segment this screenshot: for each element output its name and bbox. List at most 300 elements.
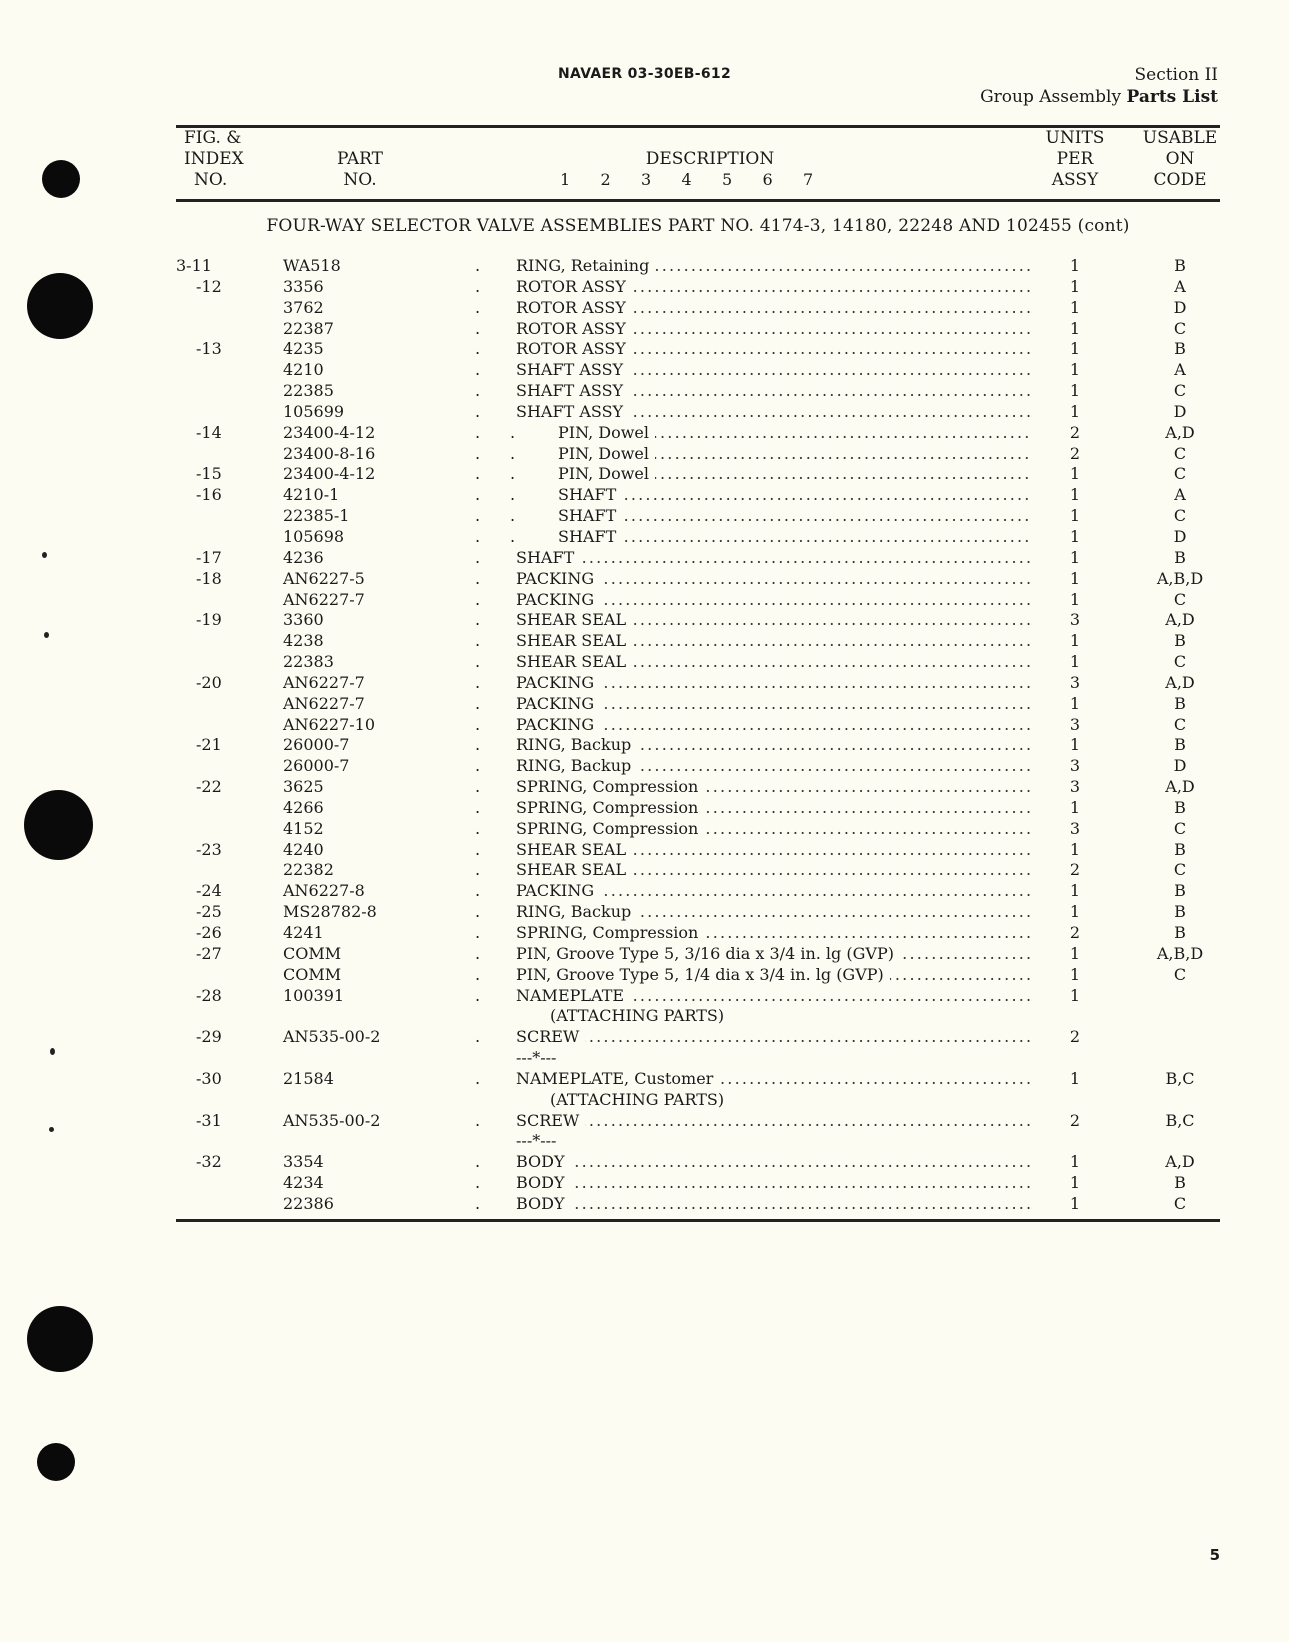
fig-index-cell: -30	[196, 1068, 222, 1088]
part-number-cell: 100391	[283, 985, 345, 1005]
units-per-assy-cell: 1	[1069, 464, 1081, 484]
fig-index-cell: -19	[196, 610, 222, 630]
usable-on-code-cell: C	[1173, 818, 1187, 838]
units-per-assy-cell: 1	[1069, 735, 1081, 755]
indent-dot: .	[475, 1027, 481, 1047]
description-cell: SHEAR SEAL .....	[516, 652, 1031, 672]
part-number-cell: 22385-1	[283, 506, 350, 526]
indent-dot: .	[475, 714, 481, 734]
usable-on-code-cell: D	[1173, 297, 1187, 317]
table-row	[0, 777, 1289, 798]
table-row	[0, 840, 1289, 861]
units-per-assy-cell: 3	[1069, 714, 1081, 734]
part-number-cell: AN6227-7	[283, 693, 365, 713]
indent-dot: .	[475, 631, 481, 651]
usable-on-code-cell: B	[1174, 923, 1186, 942]
table-row	[0, 1069, 1289, 1090]
table-row	[0, 860, 1289, 881]
table-row	[0, 1006, 1289, 1027]
fig-index-cell: -27	[196, 943, 222, 963]
indent-dot: .	[475, 464, 481, 484]
units-per-assy-cell: 1	[1069, 401, 1081, 421]
description-cell: SHEAR SEAL .....	[516, 610, 1031, 630]
indent-dot: .	[475, 443, 481, 463]
indent-dot: .	[475, 672, 481, 692]
description-cell: RING, Backup .....	[516, 735, 1031, 755]
usable-on-code-cell: A,B,D	[1156, 943, 1204, 963]
part-number-cell: 3625	[283, 777, 324, 797]
binder-hole	[27, 1306, 93, 1372]
part-number-cell: AN6227-7	[283, 672, 365, 692]
table-row	[0, 1048, 1289, 1069]
indent-dot: .	[475, 1152, 481, 1172]
table-row	[0, 715, 1289, 736]
usable-on-code-cell: A,D	[1165, 422, 1195, 442]
usable-on-code-cell: A,D	[1165, 777, 1195, 797]
description-cell: SHEAR SEAL .....	[516, 840, 1031, 860]
part-number-cell: 3354	[283, 1152, 324, 1172]
usable-on-code-cell: C	[1173, 506, 1187, 526]
indent-dot: .	[475, 860, 481, 880]
section-subtitle: Group Assembly Parts List	[980, 87, 1218, 107]
units-per-assy-cell: 1	[1069, 902, 1081, 922]
indent-dot: .	[475, 839, 481, 859]
part-number-cell: 23400-8-16	[283, 443, 376, 463]
units-per-assy-cell: 1	[1069, 964, 1081, 984]
table-row	[0, 1173, 1289, 1194]
units-per-assy-cell: 1	[1069, 256, 1081, 275]
usable-on-code-cell: B	[1174, 881, 1186, 901]
indent-dot: .	[475, 589, 481, 609]
usable-on-code-cell: C	[1173, 381, 1187, 401]
fig-index-cell: -15	[196, 464, 222, 484]
usable-on-code-cell: C	[1173, 714, 1187, 734]
parts-list-table	[0, 256, 1289, 1215]
description-cell: SHAFT .....	[558, 485, 1031, 505]
description-cell: SHEAR SEAL .....	[516, 631, 1031, 651]
part-number-cell: AN6227-7	[283, 589, 365, 609]
col-header-fig-index: FIG. & INDEX NO.	[184, 128, 244, 190]
indent-dot: .	[475, 318, 481, 338]
table-row	[0, 631, 1289, 652]
part-number-cell: 4236	[283, 547, 324, 567]
description-cell: ROTOR ASSY .....	[516, 277, 1031, 297]
usable-on-code-cell: B	[1174, 1173, 1186, 1193]
description-cell: PACKING .....	[516, 673, 1031, 693]
part-number-cell: 4152	[283, 818, 324, 838]
units-per-assy-cell: 1	[1069, 797, 1081, 817]
indent-dot: .	[475, 610, 481, 630]
units-per-assy-cell: 1	[1069, 881, 1081, 901]
description-cell: NAMEPLATE, Customer .....	[516, 1069, 1031, 1089]
usable-on-code-cell: D	[1173, 756, 1187, 776]
part-number-cell: 4266	[283, 797, 324, 817]
table-row	[0, 423, 1289, 444]
table-row	[0, 1090, 1289, 1111]
indent-dot: .	[510, 485, 516, 505]
table-row	[0, 527, 1289, 548]
table-row	[0, 673, 1289, 694]
usable-on-code-cell: B	[1174, 693, 1186, 713]
usable-on-code-cell: B,C	[1165, 1110, 1195, 1130]
indent-dot: .	[475, 422, 481, 442]
table-row	[0, 360, 1289, 381]
units-per-assy-cell: 1	[1069, 276, 1081, 296]
part-number-cell: 105699	[283, 401, 345, 421]
units-per-assy-cell: 1	[1069, 1068, 1081, 1088]
description-cell: PACKING .....	[516, 694, 1031, 714]
part-number-cell: 23400-4-12	[283, 464, 376, 484]
part-number-cell: 21584	[283, 1068, 334, 1088]
usable-on-code-cell: B	[1174, 339, 1186, 359]
description-cell: PIN, Dowel .....	[558, 464, 1031, 484]
fig-index-cell: -22	[196, 777, 222, 797]
part-number-cell: 4210	[283, 360, 324, 380]
units-per-assy-cell: 2	[1069, 923, 1081, 942]
part-number-cell: 3762	[283, 297, 324, 317]
usable-on-code-cell: B	[1174, 256, 1186, 275]
fig-index-cell: -28	[196, 985, 222, 1005]
usable-on-code-cell: D	[1173, 401, 1187, 421]
table-row	[0, 548, 1289, 569]
binder-hole	[37, 1443, 75, 1481]
part-number-cell: MS28782-8	[283, 902, 377, 922]
description-cell: RING, Retaining .....	[516, 256, 1031, 276]
units-per-assy-cell: 1	[1069, 360, 1081, 380]
units-per-assy-cell: 3	[1069, 756, 1081, 776]
units-per-assy-cell: 1	[1069, 485, 1081, 505]
assembly-title: FOUR-WAY SELECTOR VALVE ASSEMBLIES PART NO. 4174-3, 14180, 22248 AND 102455 (cont)	[266, 216, 1130, 236]
units-per-assy-cell: 1	[1069, 297, 1081, 317]
document-code: NAVAER 03-30EB-612	[558, 66, 731, 82]
usable-on-code-cell: A	[1174, 360, 1186, 380]
units-per-assy-cell: 3	[1069, 777, 1081, 797]
fig-index-cell: -23	[196, 839, 222, 859]
part-number-cell: 4235	[283, 339, 324, 359]
usable-on-code-cell: C	[1173, 443, 1187, 463]
indent-dot: .	[475, 1110, 481, 1130]
description-cell: SCREW .....	[516, 1111, 1031, 1131]
col-header-part-no: PART NO.	[337, 149, 383, 190]
table-row	[0, 819, 1289, 840]
attaching-parts-separator: ---*---	[516, 1048, 1031, 1068]
description-cell: SPRING, Compression .....	[516, 819, 1031, 839]
part-number-cell: 4234	[283, 1173, 324, 1193]
description-cell: RING, Backup .....	[516, 902, 1031, 922]
units-per-assy-cell: 1	[1069, 1173, 1081, 1193]
part-number-cell: 22386	[283, 1193, 334, 1213]
part-number-cell: 4241	[283, 923, 324, 942]
units-per-assy-cell: 1	[1069, 693, 1081, 713]
indent-dot: .	[475, 1068, 481, 1088]
indent-dot: .	[475, 547, 481, 567]
indent-dot: .	[510, 464, 516, 484]
indent-dot: .	[475, 985, 481, 1005]
description-cell: PIN, Groove Type 5, 3/16 dia x 3/4 in. lg (GVP) .....	[516, 944, 1031, 964]
indent-dot: .	[475, 485, 481, 505]
part-number-cell: 26000-7	[283, 756, 350, 776]
part-number-cell: AN6227-5	[283, 568, 365, 588]
part-number-cell: AN6227-8	[283, 881, 365, 901]
table-row	[0, 1152, 1289, 1173]
part-number-cell: 22387	[283, 318, 334, 338]
indent-dot: .	[475, 943, 481, 963]
indent-dot: .	[475, 881, 481, 901]
table-row	[0, 381, 1289, 402]
part-number-cell: COMM	[283, 964, 342, 984]
units-per-assy-cell: 1	[1069, 943, 1081, 963]
part-number-cell: COMM	[283, 943, 342, 963]
fig-index-cell: -21	[196, 735, 222, 755]
indent-dot: .	[475, 256, 481, 275]
units-per-assy-cell: 1	[1069, 568, 1081, 588]
table-row	[0, 610, 1289, 631]
fig-index-cell: -32	[196, 1152, 222, 1172]
units-per-assy-cell: 1	[1069, 506, 1081, 526]
units-per-assy-cell: 2	[1069, 422, 1081, 442]
description-cell: SHAFT ASSY .....	[516, 402, 1031, 422]
table-row	[0, 944, 1289, 965]
table-row	[0, 485, 1289, 506]
fig-index-cell: -14	[196, 422, 222, 442]
table-row	[0, 402, 1289, 423]
usable-on-code-cell: A,D	[1165, 610, 1195, 630]
description-cell: BODY .....	[516, 1173, 1031, 1193]
table-row	[0, 444, 1289, 465]
description-indent-levels: 1 2 3 4 5 6 7	[560, 170, 814, 189]
section-label: Section II	[1134, 65, 1218, 85]
units-per-assy-cell: 1	[1069, 631, 1081, 651]
usable-on-code-cell: C	[1173, 589, 1187, 609]
usable-on-code-cell: B	[1174, 839, 1186, 859]
col-header-description: DESCRIPTION	[645, 149, 775, 169]
usable-on-code-cell: A	[1174, 276, 1186, 296]
col-header-units-per-assy: UNITS PER ASSY	[1045, 128, 1105, 190]
indent-dot: .	[475, 339, 481, 359]
description-cell: NAMEPLATE .....	[516, 986, 1031, 1006]
fig-index-cell: 3-11	[176, 256, 212, 275]
fig-index-cell: -20	[196, 672, 222, 692]
table-row	[0, 464, 1289, 485]
description-cell: SHAFT ASSY .....	[516, 381, 1031, 401]
description-cell: SHAFT .....	[558, 527, 1031, 547]
table-row	[0, 1111, 1289, 1132]
description-cell: PIN, Dowel .....	[558, 444, 1031, 464]
part-number-cell: AN535-00-2	[283, 1027, 381, 1047]
table-row	[0, 986, 1289, 1007]
fig-index-cell: -13	[196, 339, 222, 359]
fig-index-cell: -26	[196, 923, 222, 942]
description-cell: PIN, Groove Type 5, 1/4 dia x 3/4 in. lg (GVP) .....	[516, 965, 1031, 985]
description-cell: SHAFT .....	[516, 548, 1031, 568]
part-number-cell: AN535-00-2	[283, 1110, 381, 1130]
table-row	[0, 694, 1289, 715]
units-per-assy-cell: 2	[1069, 860, 1081, 880]
part-number-cell: WA518	[283, 256, 341, 275]
description-cell: PACKING .....	[516, 881, 1031, 901]
units-per-assy-cell: 1	[1069, 1193, 1081, 1213]
table-row	[0, 735, 1289, 756]
units-per-assy-cell: 3	[1069, 672, 1081, 692]
table-row	[0, 277, 1289, 298]
table-row	[0, 506, 1289, 527]
description-cell: ROTOR ASSY .....	[516, 298, 1031, 318]
part-number-cell: 4238	[283, 631, 324, 651]
units-per-assy-cell: 1	[1069, 381, 1081, 401]
fig-index-cell: -24	[196, 881, 222, 901]
description-cell: RING, Backup .....	[516, 756, 1031, 776]
part-number-cell: AN6227-10	[283, 714, 376, 734]
indent-dot: .	[475, 381, 481, 401]
table-row	[0, 1027, 1289, 1048]
indent-dot: .	[510, 422, 516, 442]
table-row	[0, 590, 1289, 611]
indent-dot: .	[475, 360, 481, 380]
table-row	[0, 339, 1289, 360]
table-row	[0, 569, 1289, 590]
fig-index-cell: -17	[196, 547, 222, 567]
units-per-assy-cell: 1	[1069, 652, 1081, 672]
binder-hole	[42, 160, 80, 198]
description-cell: PACKING .....	[516, 715, 1031, 735]
part-number-cell: 26000-7	[283, 735, 350, 755]
table-row	[0, 652, 1289, 673]
attaching-parts-note: (ATTACHING PARTS)	[550, 1090, 1065, 1110]
description-cell: PIN, Dowel .....	[558, 423, 1031, 443]
usable-on-code-cell: C	[1173, 964, 1187, 984]
description-cell: ROTOR ASSY .....	[516, 339, 1031, 359]
indent-dot: .	[475, 902, 481, 922]
description-cell: SPRING, Compression .....	[516, 777, 1031, 797]
units-per-assy-cell: 1	[1069, 839, 1081, 859]
indent-dot: .	[510, 526, 516, 546]
indent-dot: .	[475, 506, 481, 526]
units-per-assy-cell: 1	[1069, 318, 1081, 338]
units-per-assy-cell: 3	[1069, 818, 1081, 838]
description-cell: PACKING .....	[516, 590, 1031, 610]
header-rule-bottom	[176, 199, 1220, 202]
indent-dot: .	[475, 797, 481, 817]
usable-on-code-cell: B	[1174, 902, 1186, 922]
table-row	[0, 1131, 1289, 1152]
usable-on-code-cell: B,C	[1165, 1068, 1195, 1088]
fig-index-cell: -18	[196, 568, 222, 588]
part-number-cell: 22385	[283, 381, 334, 401]
usable-on-code-cell: A	[1174, 485, 1186, 505]
description-cell: SHEAR SEAL .....	[516, 860, 1031, 880]
fig-index-cell: -29	[196, 1027, 222, 1047]
description-cell: SHAFT .....	[558, 506, 1031, 526]
indent-dot: .	[475, 756, 481, 776]
section-heading	[980, 64, 1218, 108]
table-row	[0, 256, 1289, 277]
part-number-cell: 3356	[283, 276, 324, 296]
table-row	[0, 319, 1289, 340]
table-row	[0, 881, 1289, 902]
usable-on-code-cell: B	[1174, 735, 1186, 755]
units-per-assy-cell: 1	[1069, 985, 1081, 1005]
description-cell: PACKING .....	[516, 569, 1031, 589]
indent-dot: .	[475, 526, 481, 546]
units-per-assy-cell: 2	[1069, 1110, 1081, 1130]
description-cell: SPRING, Compression .....	[516, 798, 1031, 818]
part-number-cell: 4240	[283, 839, 324, 859]
usable-on-code-cell: C	[1173, 652, 1187, 672]
indent-dot: .	[475, 297, 481, 317]
part-number-cell: 22382	[283, 860, 334, 880]
part-number-cell: 3360	[283, 610, 324, 630]
description-cell: SPRING, Compression .....	[516, 923, 1031, 943]
usable-on-code-cell: C	[1173, 1193, 1187, 1213]
table-row	[0, 902, 1289, 923]
description-cell: BODY .....	[516, 1194, 1031, 1214]
table-row	[0, 298, 1289, 319]
indent-dot: .	[510, 506, 516, 526]
indent-dot: .	[475, 777, 481, 797]
usable-on-code-cell: B	[1174, 797, 1186, 817]
col-header-usable-on-code: USABLE ON CODE	[1142, 128, 1218, 190]
usable-on-code-cell: A,D	[1165, 1152, 1195, 1172]
units-per-assy-cell: 2	[1069, 1027, 1081, 1047]
part-number-cell: 23400-4-12	[283, 422, 376, 442]
description-cell: BODY .....	[516, 1152, 1031, 1172]
indent-dot: .	[475, 401, 481, 421]
units-per-assy-cell: 1	[1069, 547, 1081, 567]
indent-dot: .	[475, 568, 481, 588]
fig-index-cell: -16	[196, 485, 222, 505]
units-per-assy-cell: 1	[1069, 1152, 1081, 1172]
indent-dot: .	[475, 735, 481, 755]
attaching-parts-separator: ---*---	[516, 1131, 1031, 1151]
indent-dot: .	[475, 1173, 481, 1193]
units-per-assy-cell: 1	[1069, 339, 1081, 359]
indent-dot: .	[475, 818, 481, 838]
usable-on-code-cell: C	[1173, 318, 1187, 338]
usable-on-code-cell: A,D	[1165, 672, 1195, 692]
usable-on-code-cell: D	[1173, 526, 1187, 546]
usable-on-code-cell: B	[1174, 631, 1186, 651]
units-per-assy-cell: 1	[1069, 526, 1081, 546]
usable-on-code-cell: C	[1173, 860, 1187, 880]
table-row	[0, 1194, 1289, 1215]
units-per-assy-cell: 3	[1069, 610, 1081, 630]
units-per-assy-cell: 1	[1069, 589, 1081, 609]
fig-index-cell: -31	[196, 1110, 222, 1130]
description-cell: SCREW .....	[516, 1027, 1031, 1047]
table-row	[0, 756, 1289, 777]
table-row	[0, 965, 1289, 986]
indent-dot: .	[510, 443, 516, 463]
usable-on-code-cell: A,B,D	[1156, 568, 1204, 588]
table-row	[0, 923, 1289, 944]
description-cell: SHAFT ASSY .....	[516, 360, 1031, 380]
usable-on-code-cell: B	[1174, 547, 1186, 567]
indent-dot: .	[475, 693, 481, 713]
page-number: 5	[1209, 1546, 1220, 1564]
table-row	[0, 798, 1289, 819]
attaching-parts-note: (ATTACHING PARTS)	[550, 1006, 1065, 1026]
part-number-cell: 22383	[283, 652, 334, 672]
fig-index-cell: -12	[196, 276, 222, 296]
indent-dot: .	[475, 964, 481, 984]
indent-dot: .	[475, 276, 481, 296]
part-number-cell: 105698	[283, 526, 345, 546]
fig-index-cell: -25	[196, 902, 222, 922]
table-bottom-rule	[176, 1219, 1220, 1222]
indent-dot: .	[475, 923, 481, 942]
indent-dot: .	[475, 652, 481, 672]
units-per-assy-cell: 2	[1069, 443, 1081, 463]
